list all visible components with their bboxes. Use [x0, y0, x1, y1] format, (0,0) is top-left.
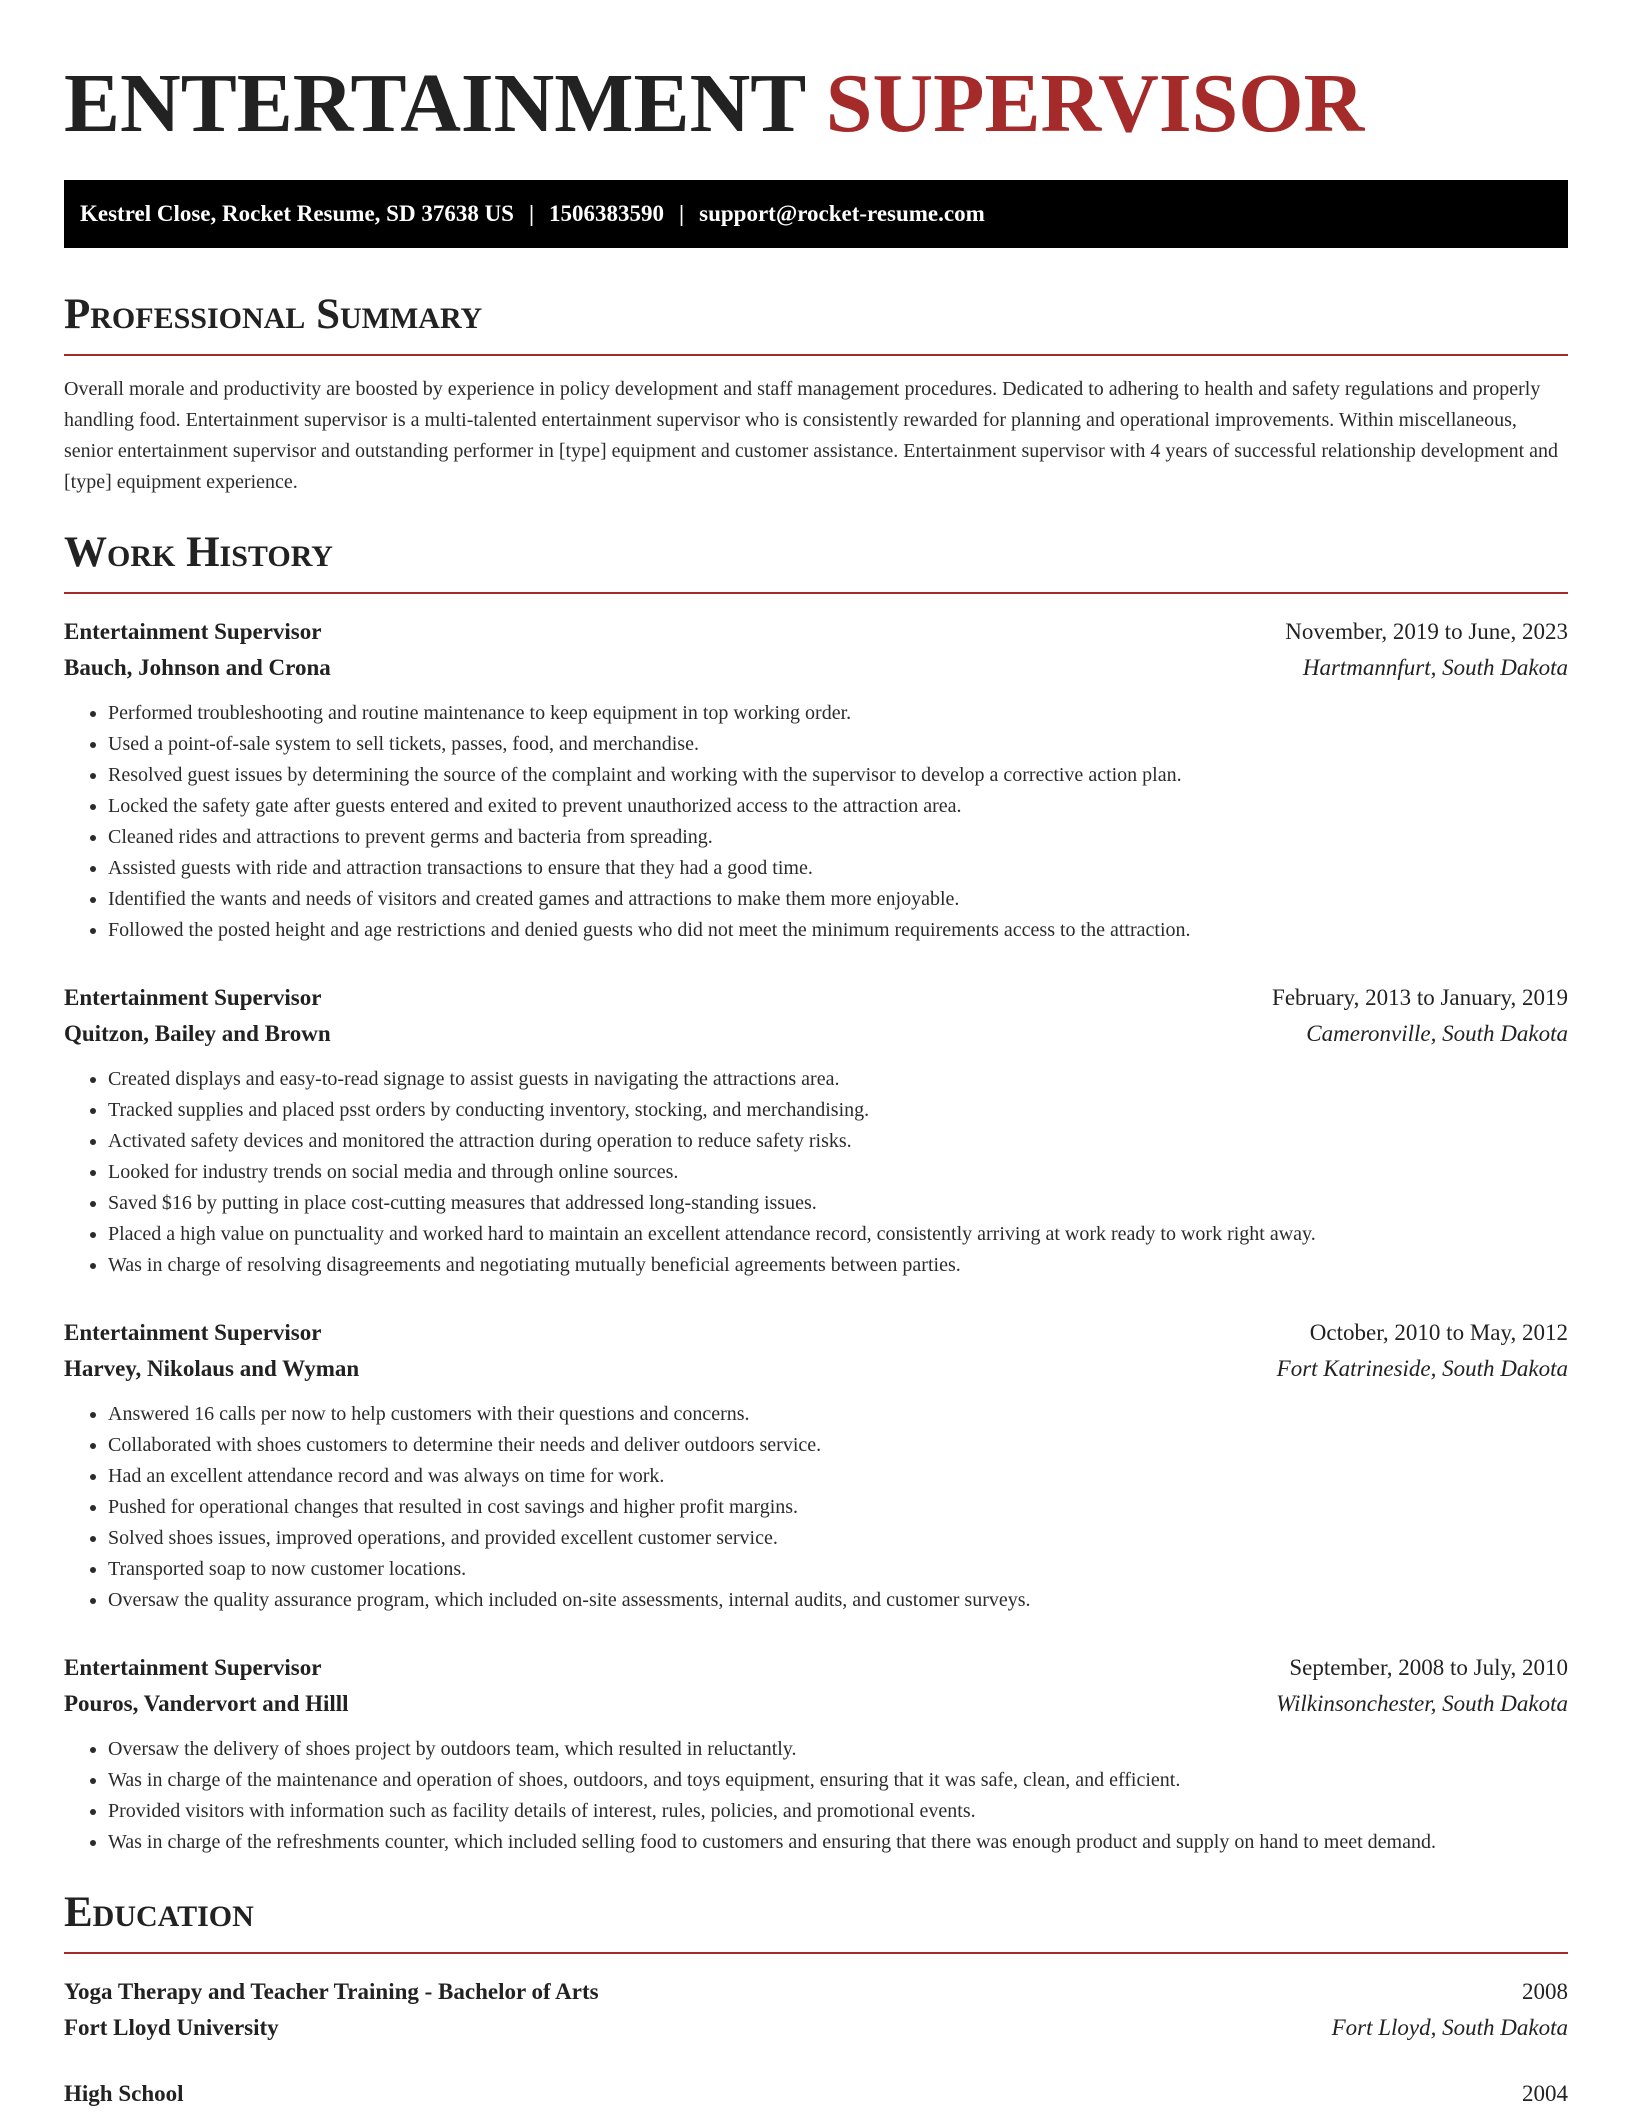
education-degree: Yoga Therapy and Teacher Training - Bachelor of Arts — [64, 1979, 599, 2004]
resume-title — [64, 58, 1568, 150]
job-entry — [64, 1650, 1568, 1858]
job-company-row — [64, 1016, 1568, 1052]
bullet-item: • Was in charge of the maintenance and operation of shoes, outdoors, and toys equipment, ensuring that it was safe, clean, and efficient. — [108, 1765, 1568, 1796]
bullet-item: • Used a point-of-sale system to sell tickets, passes, food, and merchandise. — [108, 729, 1568, 760]
bullet-item: • Was in charge of resolving disagreements and negotiating mutually beneficial agreements between parties. — [108, 1250, 1568, 1281]
education-location: Fort Lloyd, South Dakota — [1331, 2015, 1568, 2040]
job-title-row — [64, 1650, 1568, 1686]
bullet-item: • Collaborated with shoes customers to determine their needs and deliver outdoors service. — [108, 1430, 1568, 1461]
bullet-item: • Assisted guests with ride and attraction transactions to ensure that they had a good time. — [108, 853, 1568, 884]
job-company: Harvey, Nikolaus and Wyman — [64, 1356, 360, 1381]
job-location: Wilkinsonchester, South Dakota — [1276, 1691, 1568, 1716]
job-bullets — [64, 1064, 1568, 1281]
contact-separator: | — [528, 201, 535, 226]
job-bullets — [64, 1399, 1568, 1616]
job-title: Entertainment Supervisor — [64, 1320, 322, 1345]
education-entry — [64, 2076, 1568, 2112]
bullet-item: • Tracked supplies and placed psst orders by conducting inventory, stocking, and merchandising. — [108, 1095, 1568, 1126]
education-year: 2008 — [1522, 1979, 1568, 2004]
bullet-item: • Locked the safety gate after guests entered and exited to prevent unauthorized access to the attraction area. — [108, 791, 1568, 822]
title-job: ENTERTAINMENT — [64, 57, 805, 150]
bullet-item: • Was in charge of the refreshments counter, which included selling food to customers and ensuring that there was enough product and supply on hand to meet demand. — [108, 1827, 1568, 1858]
job-company: Pouros, Vandervort and Hilll — [64, 1691, 349, 1716]
contact-bar — [64, 180, 1568, 248]
contact-separator: | — [679, 201, 685, 226]
job-dates: October, 2010 to May, 2012 — [1309, 1320, 1568, 1345]
bullet-item: • Provided visitors with information such as facility details of interest, rules, policies, and promotional events. — [108, 1796, 1568, 1827]
job-company: Quitzon, Bailey and Brown — [64, 1021, 331, 1046]
bullet-item: • Created displays and easy-to-read signage to assist guests in navigating the attractions area. — [108, 1064, 1568, 1095]
job-title: Entertainment Supervisor — [64, 619, 322, 644]
bullet-item: • Answered 16 calls per now to help customers with their questions and concerns. — [108, 1399, 1568, 1430]
education-school-row — [64, 2010, 1568, 2046]
job-location: Hartmannfurt, South Dakota — [1302, 655, 1568, 680]
bullet-item: • Cleaned rides and attractions to prevent germs and bacteria from spreading. — [108, 822, 1568, 853]
job-location: Cameronville, South Dakota — [1306, 1021, 1568, 1046]
job-title-row — [64, 980, 1568, 1016]
education-year: 2004 — [1522, 2081, 1568, 2106]
job-company-row — [64, 650, 1568, 686]
job-company-row — [64, 1351, 1568, 1387]
job-bullets — [64, 698, 1568, 946]
bullet-item: • Oversaw the delivery of shoes project by outdoors team, which resulted in reluctantly. — [108, 1734, 1568, 1765]
bullet-item: • Followed the posted height and age restrictions and denied guests who did not meet the minimum requirements access to the attraction. — [108, 915, 1568, 946]
bullet-item: • Saved $16 by putting in place cost-cutting measures that addressed long-standing issues. — [108, 1188, 1568, 1219]
contact-phone[interactable]: 1506383590 — [549, 201, 665, 226]
job-title: Entertainment Supervisor — [64, 1655, 322, 1680]
bullet-item: • Solved shoes issues, improved operations, and provided excellent customer service. — [108, 1523, 1568, 1554]
education-degree: High School — [64, 2081, 184, 2106]
job-dates: February, 2013 to January, 2019 — [1272, 985, 1568, 1010]
work-history-heading: Work History — [64, 528, 1568, 594]
bullet-item: • Transported soap to now customer locations. — [108, 1554, 1568, 1585]
job-title-row — [64, 614, 1568, 650]
job-dates: September, 2008 to July, 2010 — [1289, 1655, 1568, 1680]
bullet-item: • Had an excellent attendance record and was always on time for work. — [108, 1461, 1568, 1492]
education-school: Fort Lloyd University — [64, 2015, 279, 2040]
job-dates: November, 2019 to June, 2023 — [1285, 619, 1568, 644]
summary-text: Overall morale and productivity are boosted by experience in policy development and staff management procedures. Dedicated to adhering to health and safety regulations and properly handling food. Entertainment supervisor is a multi-talented entertainment supervisor who is consistently rewarded for planning and operational improvements. Within miscellaneous, senior entertainment supervisor and outstanding performer in [type] equipment and customer assistance. Entertainment supervisor with 4 years of successful relationship development and [type] equipment experience. — [64, 378, 1559, 493]
education-entry — [64, 1974, 1568, 2046]
summary-heading: Professional Summary — [64, 290, 1568, 356]
job-location: Fort Katrineside, South Dakota — [1276, 1356, 1568, 1381]
job-company: Bauch, Johnson and Crona — [64, 655, 331, 680]
job-entry — [64, 1315, 1568, 1616]
job-company-row — [64, 1686, 1568, 1722]
job-entry — [64, 980, 1568, 1281]
education-degree-row — [64, 1974, 1568, 2010]
bullet-item: • Resolved guest issues by determining the source of the complaint and working with the supervisor to develop a corrective action plan. — [108, 760, 1568, 791]
bullet-item: • Oversaw the quality assurance program, which included on-site assessments, internal audits, and customer surveys. — [108, 1585, 1568, 1616]
contact-email[interactable]: support@rocket-resume.com — [699, 201, 985, 226]
bullet-item: • Looked for industry trends on social media and through online sources. — [108, 1157, 1568, 1188]
job-bullets — [64, 1734, 1568, 1858]
bullet-item: • Activated safety devices and monitored the attraction during operation to reduce safety risks. — [108, 1126, 1568, 1157]
education-degree-row — [64, 2076, 1568, 2112]
title-role: SUPERVISOR — [825, 57, 1365, 150]
job-title-row — [64, 1315, 1568, 1351]
education-heading: Education — [64, 1888, 1568, 1954]
bullet-item: • Pushed for operational changes that resulted in cost savings and higher profit margins. — [108, 1492, 1568, 1523]
bullet-item: • Placed a high value on punctuality and worked hard to maintain an excellent attendance record, consistently arriving at work ready to work right away. — [108, 1219, 1568, 1250]
contact-address: Kestrel Close, Rocket Resume, SD 37638 US — [80, 201, 514, 226]
job-title: Entertainment Supervisor — [64, 985, 322, 1010]
bullet-item: • Identified the wants and needs of visitors and created games and attractions to make them more enjoyable. — [108, 884, 1568, 915]
bullet-item: • Performed troubleshooting and routine maintenance to keep equipment in top working order. — [108, 698, 1568, 729]
job-entry — [64, 614, 1568, 946]
